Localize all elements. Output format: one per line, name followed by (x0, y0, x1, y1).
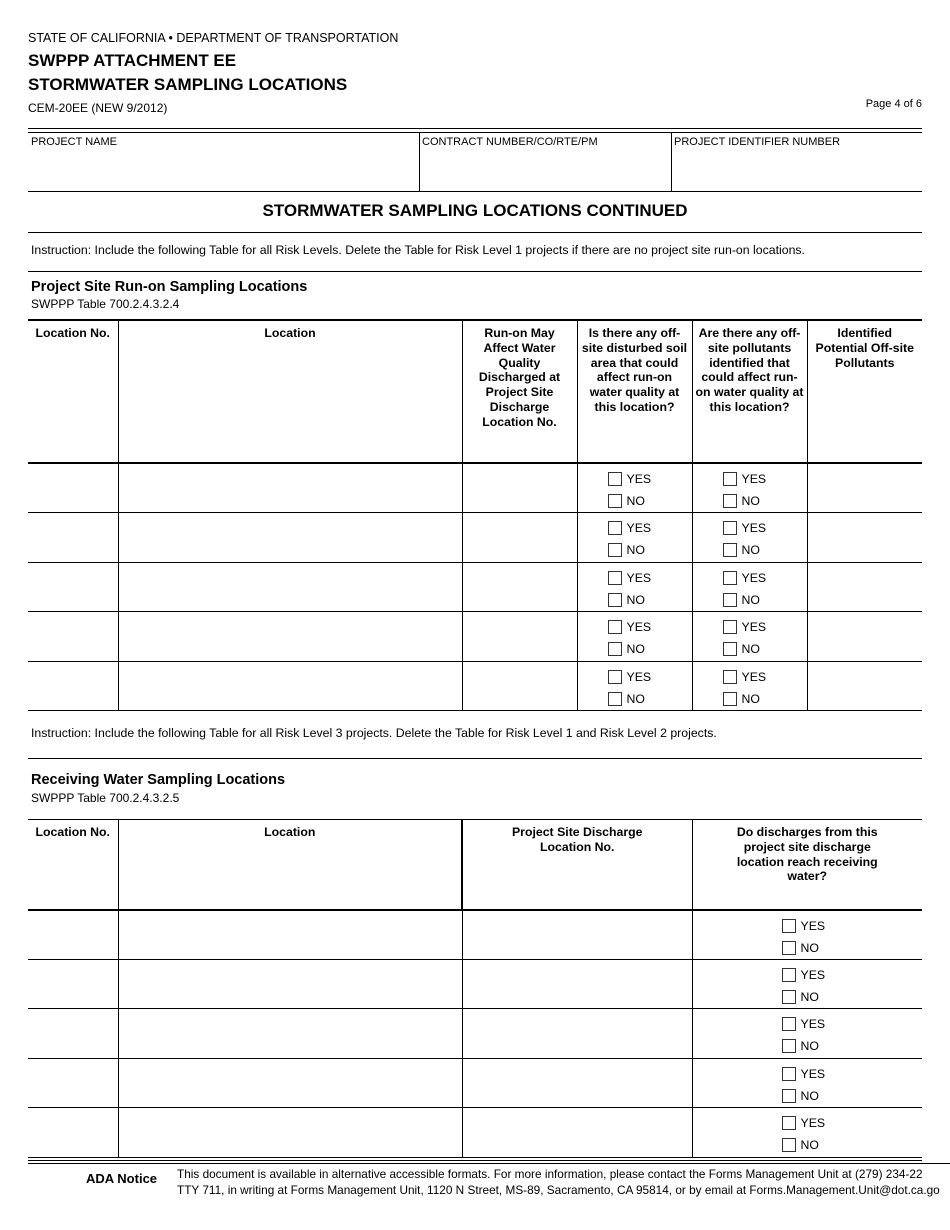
location-no-cell[interactable] (28, 463, 118, 513)
runon-soil-no-checkbox[interactable] (608, 692, 622, 706)
section-title: STORMWATER SAMPLING LOCATIONS CONTINUED (262, 201, 688, 220)
table-row (28, 513, 922, 563)
location-no-cell[interactable] (28, 1108, 118, 1158)
recv-reach-no-label: NO (800, 1138, 819, 1153)
recv-reach-no-option[interactable] (782, 1134, 923, 1156)
offsite-soil-cell (577, 463, 692, 513)
runon-pollutants-yes-label: YES (741, 669, 767, 684)
project-identifier-label: PROJECT IDENTIFIER NUMBER (674, 136, 841, 148)
location-cell[interactable] (118, 463, 462, 513)
location-no-cell[interactable] (28, 1009, 118, 1059)
runon-soil-no-label: NO (626, 592, 645, 607)
runon-pollutants-yes-label: YES (741, 570, 767, 585)
location-cell[interactable] (118, 562, 462, 612)
runon-pollutants-no-label: NO (741, 592, 760, 607)
runon-soil-yes-label: YES (626, 620, 652, 635)
runon-soil-yes-checkbox[interactable] (608, 571, 622, 585)
runon-pollutants-yes-label: YES (741, 620, 767, 635)
runon-soil-no-option[interactable] (608, 539, 692, 561)
offsite-soil-cell (577, 513, 692, 563)
header-project-site-discharge-location-no: Project Site Discharge Location No. (462, 820, 692, 910)
divider (419, 132, 420, 191)
runon-soil-yes-no-group (578, 563, 692, 611)
runon-pollutants-yes-no-group (693, 464, 807, 512)
runon-pollutants-yes-no-group (693, 612, 807, 660)
location-cell[interactable] (118, 910, 462, 960)
runon-soil-yes-option[interactable] (608, 666, 692, 688)
offsite-pollutants-cell (692, 463, 807, 513)
recv-reach-yes-option[interactable] (782, 915, 923, 937)
form-number: CEM-20EE (NEW 9/2012) (28, 101, 168, 115)
table-row (28, 463, 922, 513)
runon-pollutants-yes-no-group (693, 513, 807, 561)
identified-pollutants-cell[interactable] (807, 562, 922, 612)
runon-pollutants-no-checkbox[interactable] (723, 593, 737, 607)
divider (28, 758, 922, 759)
runon-soil-yes-checkbox[interactable] (608, 620, 622, 634)
recv-reach-no-option[interactable] (782, 937, 923, 959)
discharge-location-no-cell[interactable] (462, 661, 577, 711)
recv-reach-yes-no-group (693, 1059, 923, 1107)
recv-reach-yes-option[interactable] (782, 1063, 923, 1085)
identified-pollutants-cell[interactable] (807, 612, 922, 662)
reach-receiving-water-cell (692, 910, 922, 960)
runon-soil-yes-option[interactable] (608, 468, 692, 490)
page-number: Page 4 of 6 (865, 98, 922, 110)
offsite-pollutants-cell (692, 661, 807, 711)
location-no-cell[interactable] (28, 513, 118, 563)
runon-pollutants-yes-label: YES (741, 521, 767, 536)
runon-soil-no-checkbox[interactable] (608, 593, 622, 607)
identified-pollutants-cell[interactable] (807, 661, 922, 711)
divider (28, 132, 922, 133)
runon-soil-yes-label: YES (626, 669, 652, 684)
runon-pollutants-yes-checkbox[interactable] (723, 620, 737, 634)
location-cell[interactable] (118, 1108, 462, 1158)
location-no-cell[interactable] (28, 1058, 118, 1108)
project-name-label: PROJECT NAME (31, 136, 117, 148)
runon-soil-yes-no-group (578, 513, 692, 561)
project-identifier-field[interactable] (674, 152, 918, 188)
header-location-no: Location No. (28, 820, 118, 910)
table-row (28, 959, 922, 1009)
receiving-table-reference: SWPPP Table 700.2.4.3.2.5 (31, 791, 180, 805)
recv-reach-no-label: NO (800, 1088, 819, 1103)
location-no-cell[interactable] (28, 910, 118, 960)
ada-notice-label: ADA Notice (86, 1171, 158, 1186)
recv-reach-yes-option[interactable] (782, 1112, 923, 1134)
runon-soil-no-option[interactable] (608, 490, 692, 512)
runon-sampling-table (28, 319, 922, 711)
location-cell[interactable] (118, 513, 462, 563)
recv-reach-yes-no-group (693, 960, 923, 1008)
recv-reach-yes-label: YES (800, 918, 826, 933)
header-location: Location (118, 820, 462, 910)
recv-reach-yes-label: YES (800, 1066, 826, 1081)
discharge-location-no-cell[interactable] (462, 1058, 692, 1108)
offsite-soil-cell (577, 612, 692, 662)
form-subtitle: STORMWATER SAMPLING LOCATIONS (28, 75, 348, 94)
recv-reach-no-checkbox[interactable] (782, 1089, 796, 1103)
runon-pollutants-no-label: NO (741, 691, 760, 706)
reach-receiving-water-cell (692, 959, 922, 1009)
runon-pollutants-no-checkbox[interactable] (723, 642, 737, 656)
location-no-cell[interactable] (28, 661, 118, 711)
receiving-table-title: Receiving Water Sampling Locations (31, 772, 286, 788)
discharge-location-no-cell[interactable] (462, 513, 577, 563)
offsite-soil-cell (577, 661, 692, 711)
runon-soil-no-checkbox[interactable] (608, 543, 622, 557)
runon-pollutants-yes-checkbox[interactable] (723, 521, 737, 535)
runon-soil-no-checkbox[interactable] (608, 642, 622, 656)
location-no-cell[interactable] (28, 959, 118, 1009)
recv-reach-no-checkbox[interactable] (782, 941, 796, 955)
discharge-location-no-cell[interactable] (462, 463, 577, 513)
identified-pollutants-cell[interactable] (807, 463, 922, 513)
runon-soil-no-option[interactable] (608, 688, 692, 710)
runon-pollutants-yes-option[interactable] (723, 517, 807, 539)
instruction-runon: Instruction: Include the following Table for all Risk Levels. Delete the Table for Risk Level 1 projects if there are no project site run-on locations. (31, 243, 805, 257)
divider (28, 232, 922, 233)
recv-reach-no-checkbox[interactable] (782, 1039, 796, 1053)
runon-pollutants-yes-option[interactable] (723, 567, 807, 589)
recv-reach-yes-checkbox[interactable] (782, 919, 796, 933)
runon-pollutants-no-label: NO (741, 543, 760, 558)
discharge-location-no-cell[interactable] (462, 1108, 692, 1158)
runon-pollutants-yes-checkbox[interactable] (723, 571, 737, 585)
header-offsite-disturbed-soil: Is there any off-site disturbed soil area that could affect run-on water quality at this location? (577, 320, 692, 463)
discharge-location-no-cell[interactable] (462, 562, 577, 612)
runon-pollutants-yes-checkbox[interactable] (723, 670, 737, 684)
runon-soil-no-label: NO (626, 642, 645, 657)
location-cell[interactable] (118, 661, 462, 711)
recv-reach-yes-label: YES (800, 1116, 826, 1131)
runon-soil-yes-checkbox[interactable] (608, 521, 622, 535)
recv-reach-yes-checkbox[interactable] (782, 1067, 796, 1081)
offsite-pollutants-cell (692, 513, 807, 563)
table-row (28, 562, 922, 612)
runon-pollutants-yes-checkbox[interactable] (723, 472, 737, 486)
runon-pollutants-yes-label: YES (741, 472, 767, 486)
recv-reach-yes-checkbox[interactable] (782, 1017, 796, 1031)
runon-soil-yes-no-group (578, 612, 692, 660)
runon-soil-yes-option[interactable] (608, 517, 692, 539)
header-offsite-pollutants: Are there any off-site pollutants identified that could affect run-on water quality at this location? (692, 320, 807, 463)
recv-reach-no-label: NO (800, 940, 819, 955)
identified-pollutants-cell[interactable] (807, 513, 922, 563)
table-row (28, 1009, 922, 1059)
divider (28, 271, 922, 272)
location-no-cell[interactable] (28, 562, 118, 612)
location-cell[interactable] (118, 959, 462, 1009)
recv-reach-yes-no-group (693, 1108, 923, 1156)
recv-reach-yes-option[interactable] (782, 964, 923, 986)
runon-soil-no-option[interactable] (608, 589, 692, 611)
divider (28, 128, 922, 129)
receiving-water-sampling-table (28, 819, 922, 1158)
table-row (28, 910, 922, 960)
runon-pollutants-yes-option[interactable] (723, 468, 807, 490)
runon-table-title: Project Site Run-on Sampling Locations (31, 279, 308, 295)
runon-pollutants-no-checkbox[interactable] (723, 692, 737, 706)
contract-number-field[interactable] (422, 152, 667, 188)
instruction-receiving: Instruction: Include the following Table for all Risk Level 3 projects. Delete the Table for Risk Level 1 and Risk Level 2 projects. (31, 726, 717, 740)
agency-name: STATE OF CALIFORNIA • DEPARTMENT OF TRANSPORTATION (28, 31, 399, 45)
recv-reach-yes-option[interactable] (782, 1013, 923, 1035)
runon-table-reference: SWPPP Table 700.2.4.3.2.4 (31, 297, 180, 311)
table-row (28, 1058, 922, 1108)
ada-notice-text (177, 1167, 940, 1198)
runon-soil-no-label: NO (626, 691, 645, 706)
project-name-field[interactable] (31, 152, 415, 188)
discharge-location-no-cell[interactable] (462, 959, 692, 1009)
header-discharge-location-no: Run-on May Affect Water Quality Discharged at Project Site Discharge Location No. (462, 320, 577, 463)
runon-pollutants-no-option[interactable] (723, 589, 807, 611)
divider (28, 1163, 950, 1164)
runon-pollutants-no-option[interactable] (723, 490, 807, 512)
ada-notice-line-1: This document is available in alternative accessible formats. For more information, please contact the Forms Management Unit at (279) 234-22 (177, 1167, 923, 1181)
recv-reach-yes-no-group (693, 911, 923, 959)
recv-reach-no-label: NO (800, 1039, 819, 1054)
offsite-pollutants-cell (692, 562, 807, 612)
runon-pollutants-yes-option[interactable] (723, 616, 807, 638)
location-cell[interactable] (118, 1058, 462, 1108)
recv-reach-no-checkbox[interactable] (782, 1138, 796, 1152)
runon-soil-yes-label: YES (626, 472, 652, 486)
runon-pollutants-yes-no-group (693, 662, 807, 710)
recv-reach-yes-label: YES (800, 1017, 826, 1032)
runon-soil-no-checkbox[interactable] (608, 494, 622, 508)
discharge-location-no-cell[interactable] (462, 612, 577, 662)
recv-reach-yes-no-group (693, 1009, 923, 1057)
runon-soil-yes-label: YES (626, 521, 652, 536)
divider (28, 191, 922, 192)
recv-reach-no-option[interactable] (782, 986, 923, 1008)
runon-soil-yes-option[interactable] (608, 567, 692, 589)
runon-pollutants-yes-no-group (693, 563, 807, 611)
runon-soil-yes-option[interactable] (608, 616, 692, 638)
reach-receiving-water-cell (692, 1058, 922, 1108)
discharge-location-no-cell[interactable] (462, 1009, 692, 1059)
recv-reach-yes-checkbox[interactable] (782, 968, 796, 982)
reach-receiving-water-cell (692, 1009, 922, 1059)
ada-notice-line-2: TTY 711, in writing at Forms Management Unit, 1120 N Street, MS-89, Sacramento, CA 95814, or by email at Forms.Management.Unit@dot.ca.go (177, 1182, 940, 1197)
recv-reach-no-label: NO (800, 989, 819, 1004)
table-row (28, 661, 922, 711)
runon-soil-no-option[interactable] (608, 638, 692, 660)
form-title: SWPPP ATTACHMENT EE (28, 51, 237, 70)
recv-reach-yes-label: YES (800, 967, 826, 982)
runon-pollutants-no-option[interactable] (723, 539, 807, 561)
runon-pollutants-no-checkbox[interactable] (723, 494, 737, 508)
recv-reach-no-checkbox[interactable] (782, 990, 796, 1004)
header-location: Location (118, 320, 462, 463)
runon-pollutants-no-checkbox[interactable] (723, 543, 737, 557)
divider (671, 132, 672, 191)
runon-pollutants-no-option[interactable] (723, 688, 807, 710)
offsite-pollutants-cell (692, 612, 807, 662)
recv-reach-no-option[interactable] (782, 1085, 923, 1107)
runon-pollutants-no-label: NO (741, 494, 760, 508)
runon-soil-yes-label: YES (626, 570, 652, 585)
reach-receiving-water-cell (692, 1108, 922, 1158)
recv-reach-no-option[interactable] (782, 1035, 923, 1057)
runon-pollutants-no-label: NO (741, 642, 760, 657)
discharge-location-no-cell[interactable] (462, 910, 692, 960)
location-cell[interactable] (118, 1009, 462, 1059)
header-location-no: Location No. (28, 320, 118, 463)
recv-reach-yes-checkbox[interactable] (782, 1116, 796, 1130)
contract-number-label: CONTRACT NUMBER/CO/RTE/PM (422, 136, 598, 148)
header-identified-pollutants: Identified Potential Off-site Pollutants (807, 320, 922, 463)
table-row (28, 1108, 922, 1158)
runon-soil-yes-checkbox[interactable] (608, 670, 622, 684)
divider (28, 1160, 922, 1161)
runon-pollutants-no-option[interactable] (723, 638, 807, 660)
runon-soil-no-label: NO (626, 543, 645, 558)
runon-pollutants-yes-option[interactable] (723, 666, 807, 688)
location-no-cell[interactable] (28, 612, 118, 662)
runon-soil-yes-no-group (578, 662, 692, 710)
header-reach-receiving-water: Do discharges from this project site discharge location reach receiving water? (692, 820, 922, 910)
offsite-soil-cell (577, 562, 692, 612)
runon-soil-yes-checkbox[interactable] (608, 472, 622, 486)
table-row (28, 612, 922, 662)
location-cell[interactable] (118, 612, 462, 662)
runon-soil-no-label: NO (626, 494, 645, 508)
runon-soil-yes-no-group (578, 464, 692, 512)
